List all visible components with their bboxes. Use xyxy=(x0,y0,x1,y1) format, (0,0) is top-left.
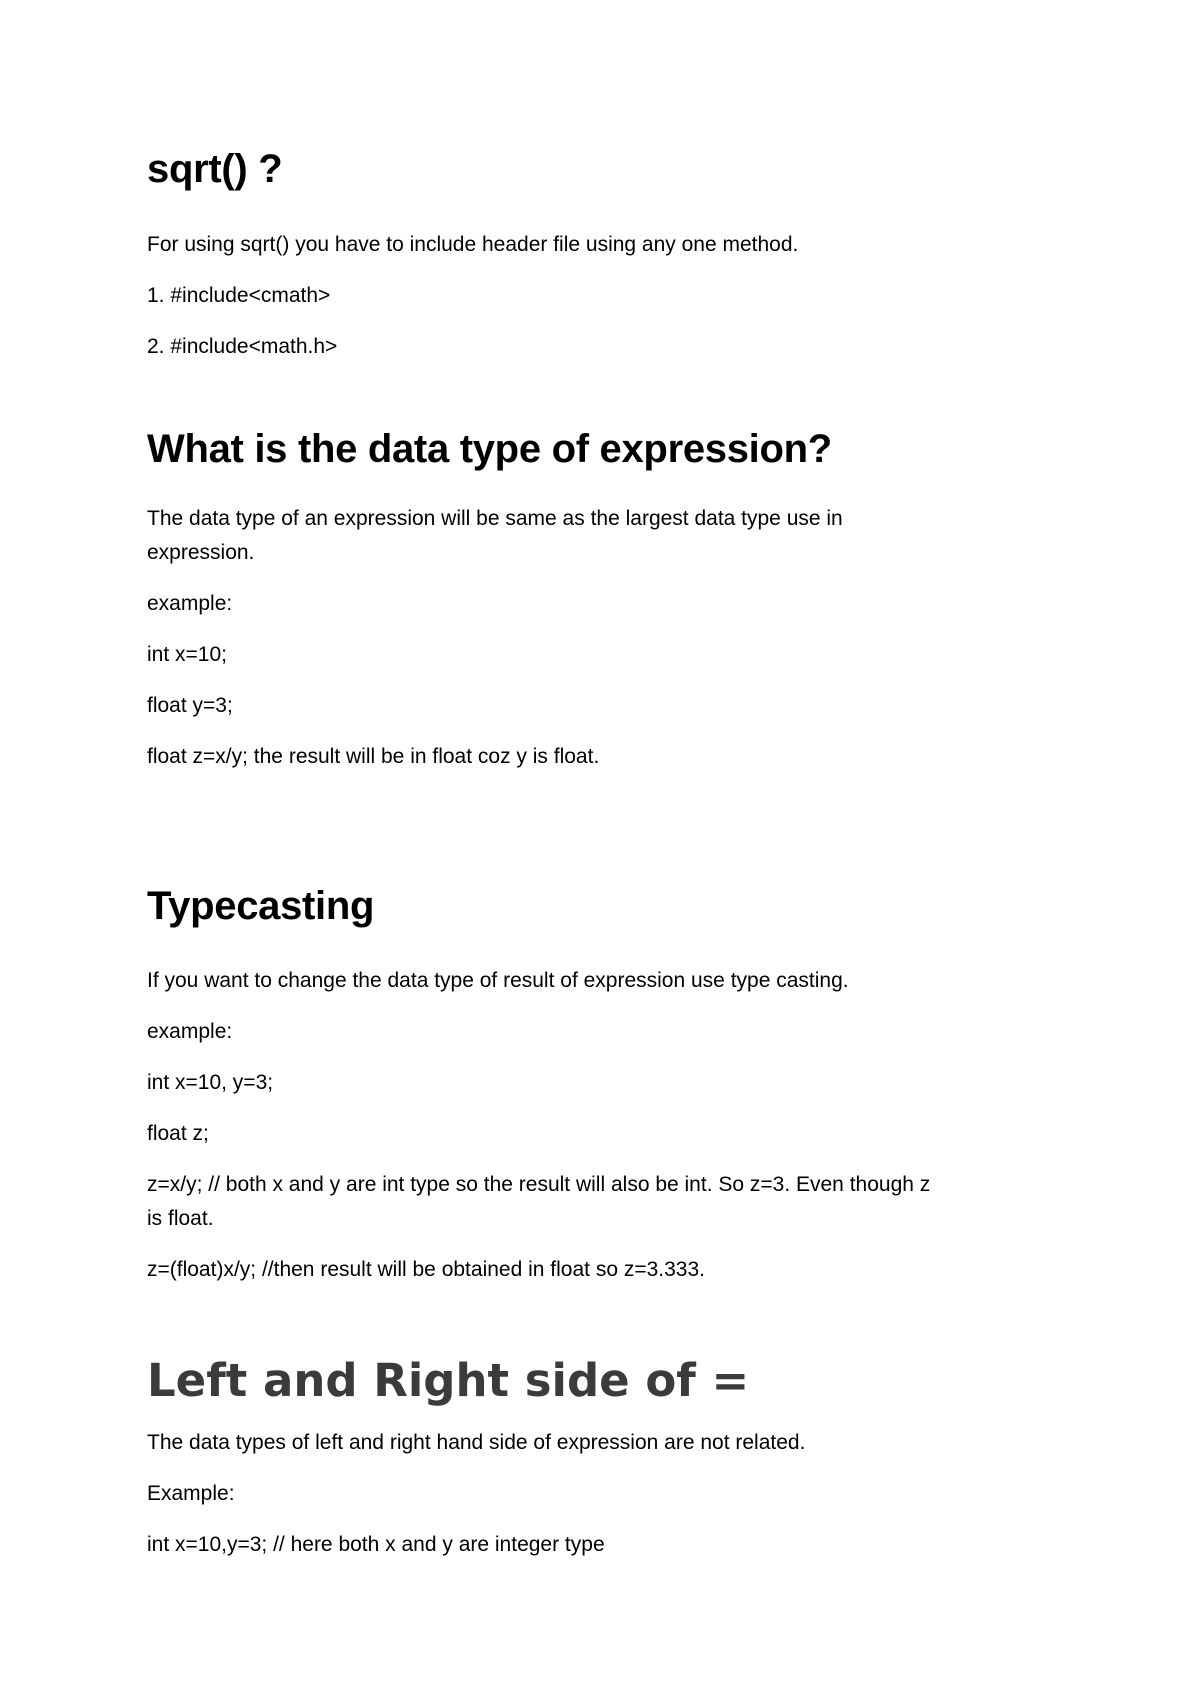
code-line: z=(float)x/y; //then result will be obtained in float so z=3.333. xyxy=(147,1258,705,1281)
code-line: int x=10,y=3; // here both x and y are integer type xyxy=(147,1533,605,1556)
example-label: example: xyxy=(147,592,233,615)
code-line: int x=10, y=3; xyxy=(147,1071,274,1094)
code-line: int x=10; xyxy=(147,643,227,666)
paragraph: The data types of left and right hand side of expression are not related. xyxy=(147,1431,806,1454)
code-line: float z=x/y; the result will be in float coz y is float. xyxy=(147,745,600,768)
paragraph-continued: expression. xyxy=(147,541,255,564)
paragraph: For using sqrt() you have to include header file using any one method. xyxy=(147,233,799,256)
code-line-continued: is float. xyxy=(147,1207,214,1230)
include-line-2: 2. #include<math.h> xyxy=(147,335,338,358)
include-line-1: 1. #include<cmath> xyxy=(147,284,331,307)
code-line: z=x/y; // both x and y are int type so the result will also be int. So z=3. Even though z xyxy=(147,1173,931,1196)
code-line: float z; xyxy=(147,1122,209,1145)
section-heading-sqrt: sqrt() ? xyxy=(147,147,283,191)
code-line: float y=3; xyxy=(147,694,233,717)
paragraph: The data type of an expression will be same as the largest data type use in xyxy=(147,507,843,530)
example-label: example: xyxy=(147,1020,233,1043)
section-heading-data-type: What is the data type of expression? xyxy=(147,427,832,471)
section-heading-left-right: Left and Right side of = xyxy=(147,1354,750,1407)
section-heading-typecasting: Typecasting xyxy=(147,884,375,928)
example-label: Example: xyxy=(147,1482,235,1505)
paragraph: If you want to change the data type of result of expression use type casting. xyxy=(147,969,849,992)
